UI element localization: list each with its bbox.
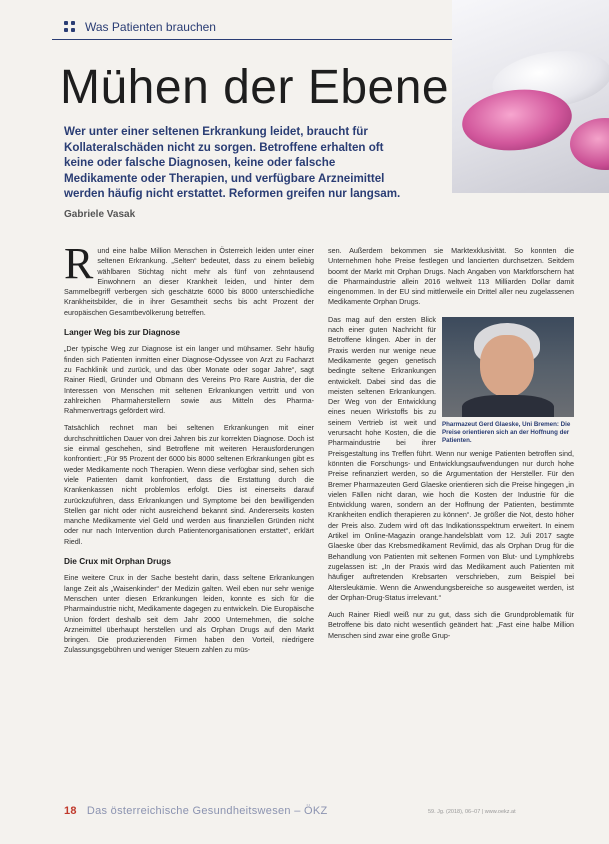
portrait-shirt xyxy=(462,395,554,417)
paragraph: Auch Rainer Riedl weiß nur zu gut, dass sich die Grundproblematik für Betroffene bis dato nicht wesentlich geändert hat: „Fast eine halbe Million Menschen sind zwar eine große Grup- xyxy=(328,610,574,640)
drop-cap: R xyxy=(64,239,94,288)
article-lead: Wer unter einer seltenen Erkrankung leidet, braucht für Kollateralschäden nicht zu sorgen. Betroffene erhalten oft keine oder falsche Diagnosen, keine oder falsche Medikamente oder Therapien, und verfügbare Arzneimittel werden häufig nicht erstattet. Reformen greifen nur langsam. xyxy=(64,125,401,200)
author-byline: Gabriele Vasak xyxy=(64,209,136,220)
publication-name: Das österreichische Gesundheitswesen – ÖKZ xyxy=(86,805,328,817)
portrait-caption: Pharmazeut Gerd Glaeske, Uni Bremen: Die Preise orientieren sich an der Hoffnung der Patienten. xyxy=(442,420,571,444)
paragraph-with-figure xyxy=(328,315,574,603)
section-rule xyxy=(52,39,456,40)
pink-pill-small xyxy=(570,118,609,170)
column-left xyxy=(64,239,314,663)
portrait-figure xyxy=(442,317,574,445)
article-headline: Mühen der Ebene xyxy=(60,61,450,114)
intro-paragraph xyxy=(64,239,314,318)
section-header xyxy=(64,20,216,34)
intro-text: und eine halbe Million Menschen in Österreich leiden unter einer seltenen Erkrankung. „Selten“ bedeutet, dass zu einem beliebig wählbaren Stichtag nicht mehr als fünf von zehntausend Einwohnern an dieser Krankheit leiden, und hinter dem Sammelbegriff verbergen sich geschätzte 6000 bis 8000 unterschiedliche Krankheitsbilder, die in ihrer Gesamtheit sechs bis acht Prozent der europäischen Gesamtbevölkerung betreffen. xyxy=(64,246,314,317)
paragraph-text: Das mag auf den ersten Blick nach einer guten Nachricht für Betroffene klingen. Aber in der Praxis werden nur wenige neue Medikamente gegen genetisch bedingte seltene Erkrankungen entwickelt. Dabei sind das die meisten seltenen Erkrankungen. Der Weg von der Entwicklung eines neuen Wirkstoffs bis zu seinem Vertrieb ist weit und verursacht hohe Kosten, die die Pharmaindustrie bei ihrer Preisgestaltung ins Treffen führt. Wenn nur wenige Patienten betroffen sind, könnten die Forschungs- und Entwicklungsaufwendungen nur durch hohe Preise refinanziert werden, so die Argumentation der Hersteller. Für den Bremer Pharmazeuten Gerd Glaeske orientieren sich die Preise hingegen „in vielen Fällen nicht daran, wie hoch die Kosten der Industrie für die Entwicklung waren, sondern an der Hoffnung der Patienten, bestimmte Krankheiten endlich therapieren zu können“. Je größer die Not, desto höher der Preis also. Zudem wird oft das Indikationsspektrum erweitert. In einem Artikel im Online-Magazin orange.handelsblatt vom 12. Juli 2017 sagte Glaeske über das Krebsmedikament Revlimid, das als Orphan Drug für die Behandlung von Patienten mit seltenen Formen von Blut- und Lymphkrebs zugelassen ist: „In der Praxis wird das Medikament auch Patienten mit häufiger auftretenden Krebsarten verschrieben, zum Beispiel bei Altersleukämie. Wenn die Anwendungsbereiche so ausgeweitet werden, ist der Orphan-Drug-Status irrelevant.“ xyxy=(328,314,574,602)
portrait-photo xyxy=(442,317,574,417)
portrait-face xyxy=(480,335,534,397)
section-title: Was Patienten brauchen xyxy=(85,20,216,34)
subheading-diagnose: Langer Weg bis zur Diagnose xyxy=(64,327,181,338)
page-footer xyxy=(64,805,328,817)
page-number: 18 xyxy=(64,805,77,817)
paragraph: Tatsächlich rechnet man bei seltenen Erkrankungen mit einer durchschnittlichen Dauer von drei Jahren bis zur korrekten Diagnose. Doch ist sie einmal geschehen, sind Betroffene mit weiteren Herausforderungen konfrontiert: „Für 95 Prozent der 6000 bis 8000 seltenen Erkrankungen gibt es weder Medikamente noch Therapien. Wenn diese verfügbar sind, sehen sich viele Patienten damit konfrontiert, dass die Erstattung durch die Krankenkassen nicht problemlos erfolgt. Dies ist einerseits darauf zurückzuführen, dass Erkrankungen und Symptome bei den bewilligenden Stellen gar nicht oder nicht ausreichend bekannt sind. Andererseits kosten manche Medikamente viel Geld und werden aus finanziellen Gründen nicht oder nur nach Intervention durch Patientenorganisationen erstattet“, erklärt Riedl. xyxy=(64,423,314,546)
paragraph: sen. Außerdem bekommen sie Marktexklusivität. So konnten die Unternehmen hohe Preise festlegen und lancierten durchsetzen. Seitdem boomt der Markt mit Orphan Drugs. Nach Angaben von Marktforschern hat die Pharmaindustrie allein 2016 weltweit 113 Milliarden Dollar damit eingenommen. In der EU sind mittlerweile ein Drittel aller neu zugelassenen Medikamente Orphan Drugs. xyxy=(328,246,574,307)
column-right xyxy=(328,246,574,648)
paragraph: Eine weitere Crux in der Sache besteht darin, dass seltene Erkrankungen lange Zeit als „Waisenkinder“ der Medizin galten. Weil eben nur sehr wenige Menschen unter diesen Erkrankungen leiden, konnte es sich für die Pharmaindustrie nicht, Medikamente dagegen zu entwickeln. Die Europäische Union fördert deshalb seit dem Jahr 2000 Unternehmen, die solche Arzneimittel überhaupt herstellen und als Orphan Drugs auf den Markt bringen. Die produzierenden Firmen haben den Vorteil, niedrigere Zulassungsgebühren und weniger Steuern zahlen zu müs- xyxy=(64,573,314,655)
pills-photo xyxy=(452,0,609,193)
issue-info: 59. Jg. (2018), 06–07 | www.oekz.at xyxy=(428,809,516,815)
subheading-orphan-drugs: Die Crux mit Orphan Drugs xyxy=(64,556,171,567)
section-dots-icon xyxy=(64,21,75,32)
paragraph: „Der typische Weg zur Diagnose ist ein langer und mühsamer. Sehr häufig finden sich Patienten inmitten einer Diagnose-Odyssee von Arzt zu Facharzt zu Fachklinik und zurück, und das über Monate oder sogar Jahre“, sagt Rainer Riedl, Gründer und Obmann des Vereins Pro Rare Austria, der die Interessen von Menschen mit seltenen Erkrankungen vertritt und von zahlreichen Pharmaherstellern sowie aus Mitteln des Pharma-Rahmenvertrags gefördert wird. xyxy=(64,344,314,416)
